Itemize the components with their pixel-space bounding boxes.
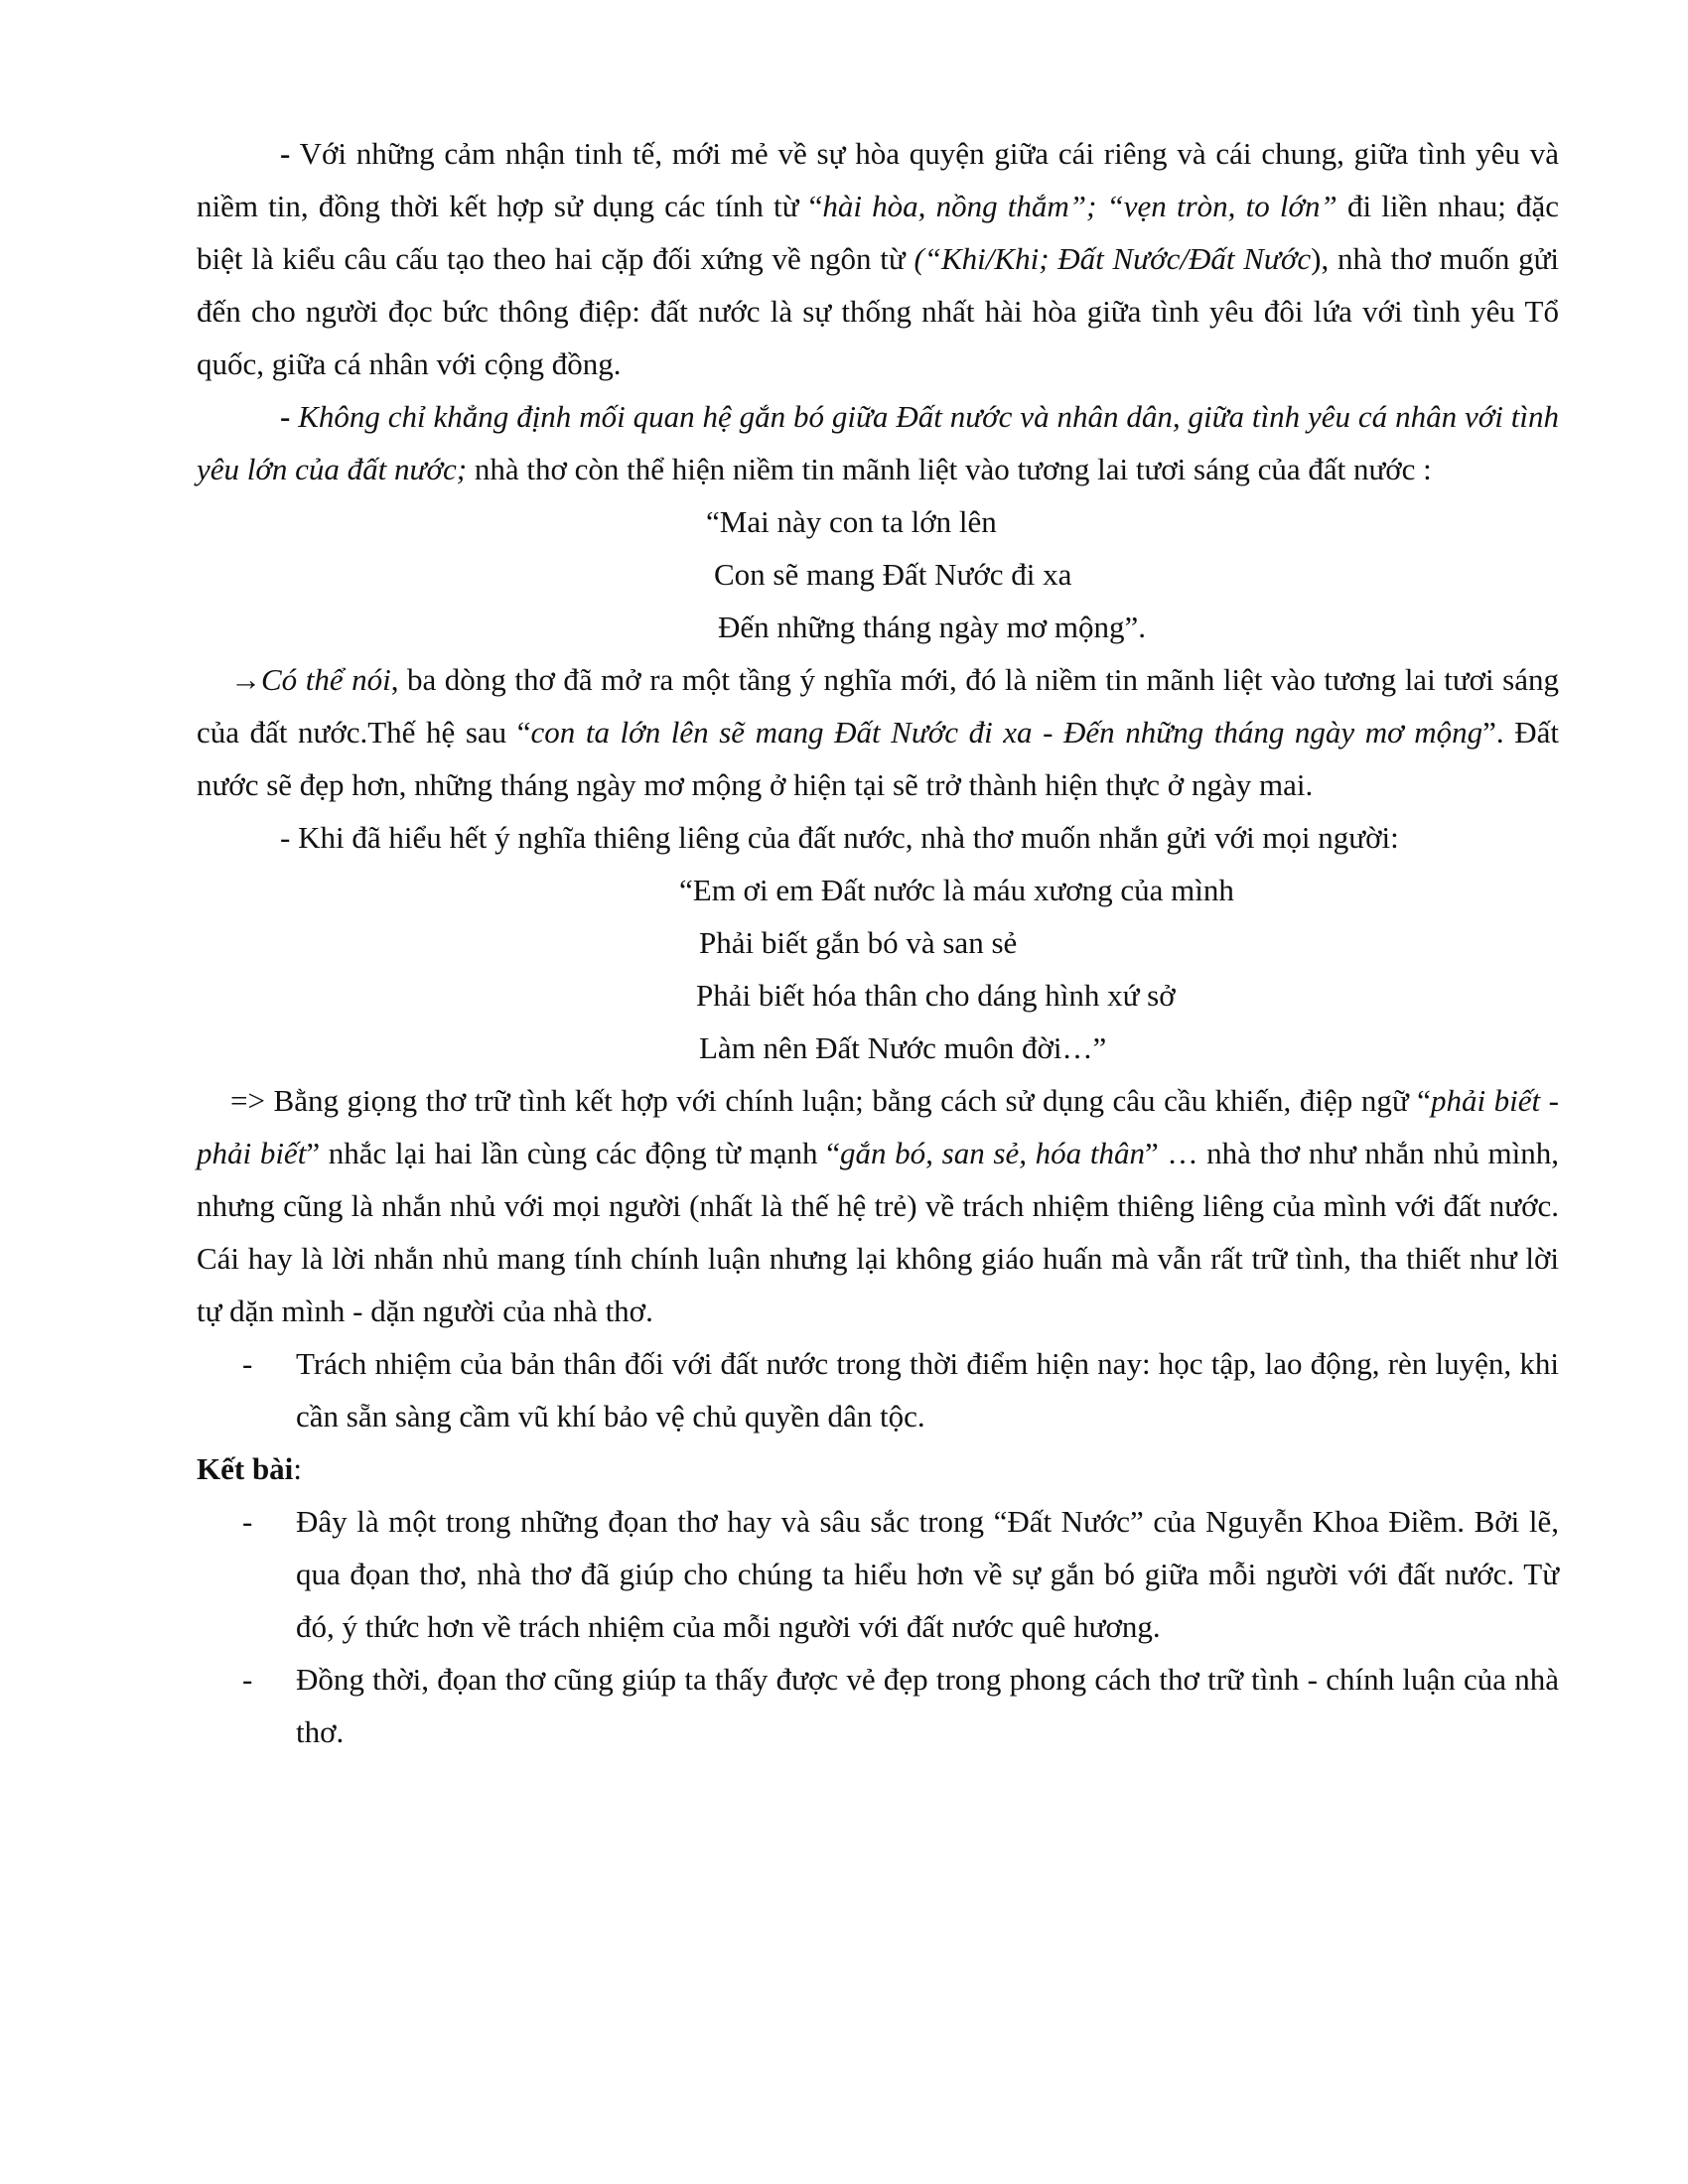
- text-run: , ba dòng thơ đã mở ra một tầng ý nghĩa mới, đó là niềm tin mãnh liệt vào tương lai tươi sáng của đất nước.Thế hệ sau “: [197, 662, 1559, 750]
- text-run: => Bằng giọng thơ trữ tình kết hợp với chính luận; bằng cách sử dụng câu cầu khiến, điệp ngữ “: [230, 1083, 1431, 1118]
- bullet-text: Đây là một trong những đọan thơ hay và sâu sắc trong “Đất Nước” của Nguyễn Khoa Điềm. Bởi lẽ, qua đọan thơ, nhà thơ đã giúp cho chúng ta hiểu hơn về sự gắn bó giữa mỗi người với đất nước. Từ đó, ý thức hơn về trách nhiệm của mỗi người với đất nước quê hương.: [296, 1504, 1559, 1644]
- text-run: đi liền nhau; đặc biệt là kiểu câu cấu tạo theo hai cặp đối xứng về ngôn từ: [197, 189, 1560, 276]
- bullet-poem-value: [197, 1495, 1559, 1653]
- poem-quote-2: [197, 864, 1559, 1074]
- bullet-style: [197, 1653, 1559, 1758]
- italic-run: hài hòa, nồng thắm”; “vẹn tròn, to lớn”: [822, 189, 1337, 223]
- text-run: Với những cảm nhận tinh tế, mới mẻ về sự hòa quyện giữa cái riêng và cái chung, giữa tình yêu và niềm tin, đồng thời kết hợp sử dụng các tính từ “: [197, 136, 1559, 223]
- italic-run: Có thể nói: [261, 662, 391, 697]
- heading-colon: :: [293, 1451, 302, 1486]
- bullet-text: Đồng thời, đọan thơ cũng giúp ta thấy được vẻ đẹp trong phong cách thơ trữ tình - chính luận của nhà thơ.: [296, 1662, 1559, 1749]
- poem-quote-1: [197, 495, 1559, 653]
- italic-run: con ta lớn lên sẽ mang Đất Nước đi xa - Đến những tháng ngày mơ mộng: [530, 715, 1483, 750]
- paragraph-harmony: [197, 127, 1559, 390]
- bullet-dash: -: [242, 1346, 253, 1381]
- section-heading-ket-bai: [197, 1442, 1559, 1495]
- text-run: ”. Đất nước sẽ đẹp hơn, những tháng ngày mơ mộng ở hiện tại sẽ trở thành hiện thực ở ngày mai.: [197, 715, 1559, 802]
- poem-line: Làm nên Đất Nước muôn đời…”: [699, 1030, 1107, 1065]
- paragraph-conclusion-arrow: [197, 653, 1559, 811]
- italic-run: Không chỉ khẳng định mối quan hệ gắn bó giữa Đất nước và nhân dân, giữa tình yêu cá nhân với tình yêu lớn của đất nước;: [197, 399, 1559, 486]
- italic-run: (“Khi/Khi; Đất Nước/Đất Nước: [914, 241, 1312, 276]
- bullet-dash: -: [242, 1504, 253, 1539]
- bullet-responsibility: [197, 1337, 1559, 1442]
- poem-line: “Mai này con ta lớn lên: [706, 504, 997, 539]
- italic-run: gắn bó, san sẻ, hóa thân: [839, 1136, 1145, 1170]
- poem-line: Con sẽ mang Đất Nước đi xa: [714, 557, 1072, 592]
- poem-line: Đến những tháng ngày mơ mộng”.: [718, 610, 1146, 644]
- text-run: nhà thơ còn thể hiện niềm tin mãnh liệt vào tương lai tươi sáng của đất nước :: [467, 452, 1432, 486]
- paragraph-message: - Khi đã hiểu hết ý nghĩa thiêng liêng của đất nước, nhà thơ muốn nhắn gửi với mọi người:: [280, 820, 1399, 855]
- bullet-dash: -: [242, 1662, 253, 1697]
- text-run: ” … nhà thơ như nhắn nhủ mình, nhưng cũng là nhắn nhủ với mọi người (nhất là thế hệ trẻ) về trách nhiệm thiêng liêng của mình với đất nước. Cái hay là lời nhắn nhủ mang tính chính luận nhưng lại không giáo huấn mà vẫn rất trữ tình, tha thiết như lời tự dặn mình - dặn người của nhà thơ.: [197, 1136, 1560, 1328]
- poem-line: Phải biết hóa thân cho dáng hình xứ sở: [696, 978, 1176, 1013]
- poem-line: Phải biết gắn bó và san sẻ: [699, 925, 1018, 960]
- arrow-icon: →: [230, 662, 261, 697]
- dash-marker: -: [280, 136, 291, 171]
- document-page: [197, 127, 1559, 1758]
- poem-line: “Em ơi em Đất nước là máu xương của mình: [679, 873, 1234, 907]
- paragraph-summary: [197, 1074, 1559, 1337]
- paragraph-future-belief: [197, 390, 1559, 495]
- heading-text: Kết bài: [197, 1451, 294, 1486]
- text-run: ” nhắc lại hai lần cùng các động từ mạnh “: [306, 1136, 840, 1170]
- italic-run: phải biết - phải biết: [197, 1083, 1560, 1170]
- bullet-text: Trách nhiệm của bản thân đối với đất nước trong thời điểm hiện nay: học tập, lao động, rèn luyện, khi cần sẵn sàng cầm vũ khí bảo vệ chủ quyền dân tộc.: [296, 1346, 1559, 1433]
- dash-marker: -: [280, 399, 291, 434]
- text-run: ), nhà thơ muốn gửi đến cho người đọc bức thông điệp: đất nước là sự thống nhất hài hòa giữa tình yêu đôi lứa với tình yêu Tổ quốc, giữa cá nhân với cộng đồng.: [197, 241, 1560, 381]
